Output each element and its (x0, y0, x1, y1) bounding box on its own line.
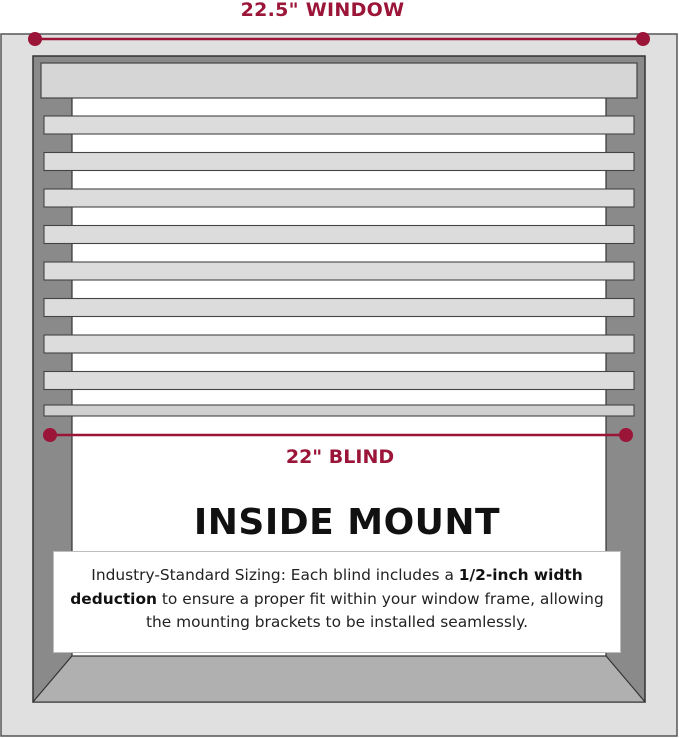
blind-slat (44, 189, 634, 207)
blind-slat (44, 226, 634, 244)
caption-text: Industry-Standard Sizing: Each blind includes a (91, 566, 459, 584)
blind-slat (44, 153, 634, 171)
window-width-label: 22.5" WINDOW (240, 0, 405, 21)
sizing-caption (53, 551, 621, 653)
window-dimension-endpoint (28, 32, 42, 46)
blind-slat (44, 335, 634, 353)
mount-type-heading: INSIDE MOUNT (193, 502, 501, 543)
blind-headrail (41, 63, 637, 98)
blind-dimension-endpoint (619, 428, 633, 442)
blind-slat (44, 262, 634, 280)
window-dimension-endpoint (636, 32, 650, 46)
blind-width-label: 22" BLIND (285, 446, 395, 468)
caption-bold: 1/2-inch width deduction (70, 566, 583, 608)
blind-bottom-rail (44, 405, 634, 416)
blind-slat (44, 116, 634, 134)
caption-text-cont: to ensure a proper fit within your window frame, allowing the mounting brackets to be installed seamlessly. (145, 589, 604, 631)
blind-dimension-endpoint (43, 428, 57, 442)
blind-slat (44, 372, 634, 390)
recess-bottom-bevel (33, 656, 645, 702)
blind-slat (44, 299, 634, 317)
